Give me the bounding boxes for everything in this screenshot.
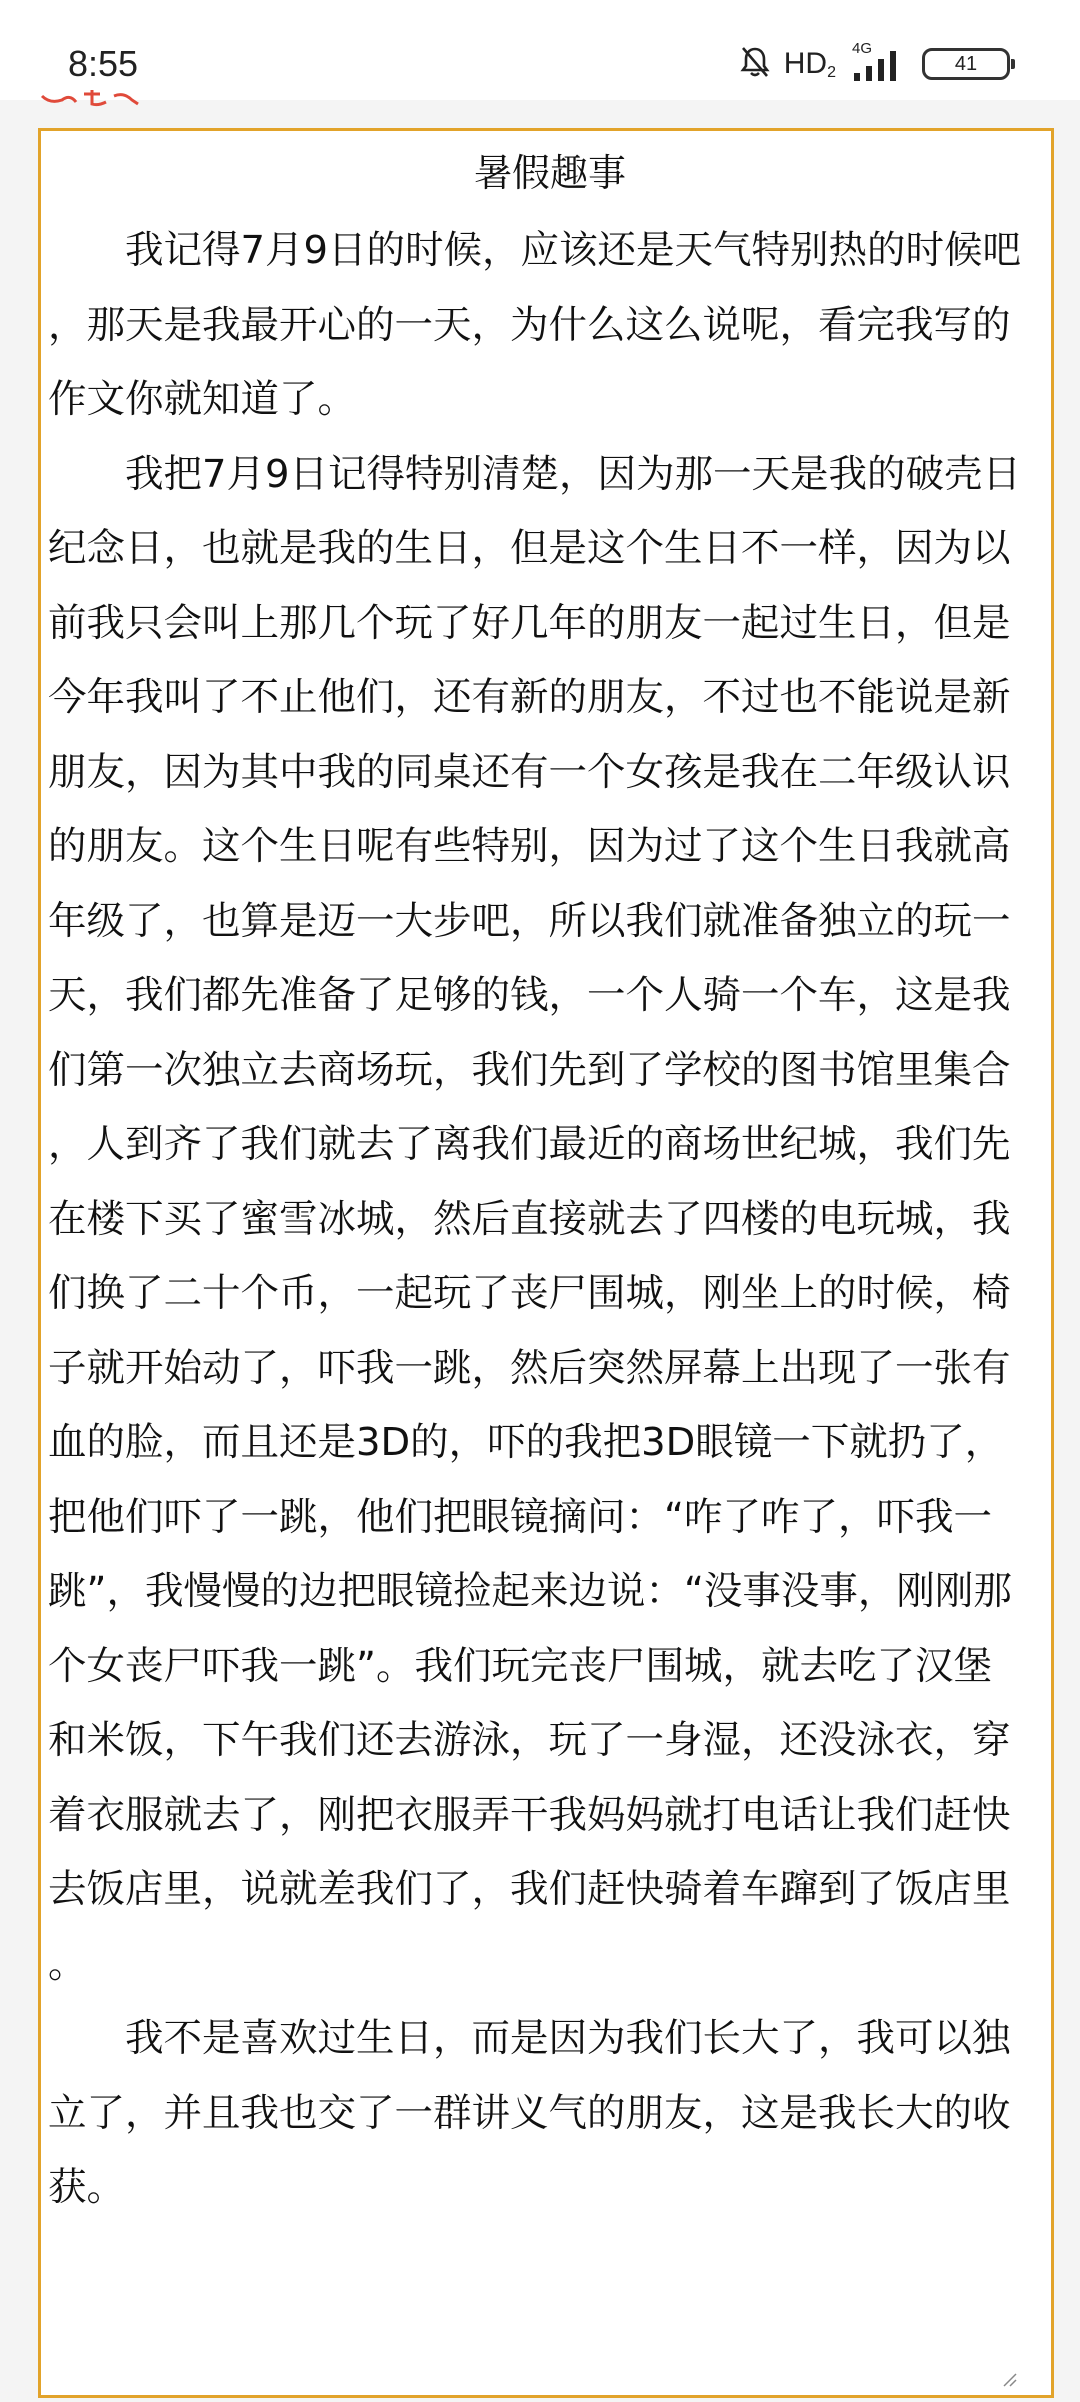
hd-label: HD bbox=[783, 47, 828, 80]
bell-muted-icon bbox=[740, 45, 770, 83]
battery-indicator bbox=[922, 48, 1010, 80]
hd-sub: 2 bbox=[827, 64, 836, 81]
essay-paragraph-3: 我不是喜欢过生日，而是因为我们长大了，我可以独立了，并且我也交了一群讲义气的朋友，这是我长大的收获。 bbox=[48, 2016, 1011, 2210]
previous-content-edge bbox=[40, 90, 150, 108]
essay-paragraph-2: 我把7月9日记得特别清楚，因为那一天是我的破壳日纪念日，也就是我的生日，但是这个生日不一样，因为以前我只会叫上那几个玩了好几年的朋友一起过生日，但是今年我叫了不止他们，还有新的朋友，不过也不能说是新朋友，因为其中我的同桌还有一个女孩是我在二年级认识的朋友。这个生日呢有些特别，因为过了这个生日我就高年级了，也算是迈一大步吧，所以我们就准备独立的玩一天，我们都先准备了足够的钱，一个人骑一个车，这是我们第一次独立去商场玩，我们先到了学校的图书馆里集合，人到齐了我们就去了离我们最近的商场世纪城，我们先在楼下买了蜜雪冰城，然后直接就去了四楼的电玩城，我们换了二十个币，一起玩了丧尸围城，刚坐上的时候，椅子就开始动了，吓我一跳，然后突然屏幕上出现了一张有血的脸，而且还是3D的，吓的我把3D眼镜一下就扔了，把他们吓了一跳，他们把眼镜摘问：“咋了咋了，吓我一跳”，我慢慢的边把眼镜捡起来边说：“没事没事，刚刚那个女丧尸吓我一跳”。我们玩完丧尸围城，就去吃了汉堡和米饭，下午我们还去游泳，玩了一身湿，还没泳衣，穿着衣服就去了，刚把衣服弄干我妈妈就打电话让我们赶快去饭店里，说就差我们了，我们赶快骑着车蹿到了饭店里。 bbox=[48, 451, 1021, 1987]
status-icons bbox=[740, 42, 1010, 86]
essay-paragraph-1: 我记得7月9日的时候，应该还是天气特别热的时候吧，那天是我最开心的一天，为什么这么说呢，看完我写的作文你就知道了。 bbox=[48, 228, 1021, 422]
battery-level: 41 bbox=[954, 52, 978, 75]
hd-icon bbox=[784, 47, 836, 81]
status-time: 8:55 bbox=[68, 43, 139, 84]
essay-title: 暑假趣事 bbox=[473, 151, 626, 195]
network-label: 4G bbox=[852, 40, 873, 57]
resize-handle-icon[interactable] bbox=[1001, 2371, 1017, 2387]
signal-4g-icon bbox=[850, 40, 908, 82]
essay-body bbox=[48, 214, 1030, 2226]
status-bar bbox=[0, 0, 1080, 100]
